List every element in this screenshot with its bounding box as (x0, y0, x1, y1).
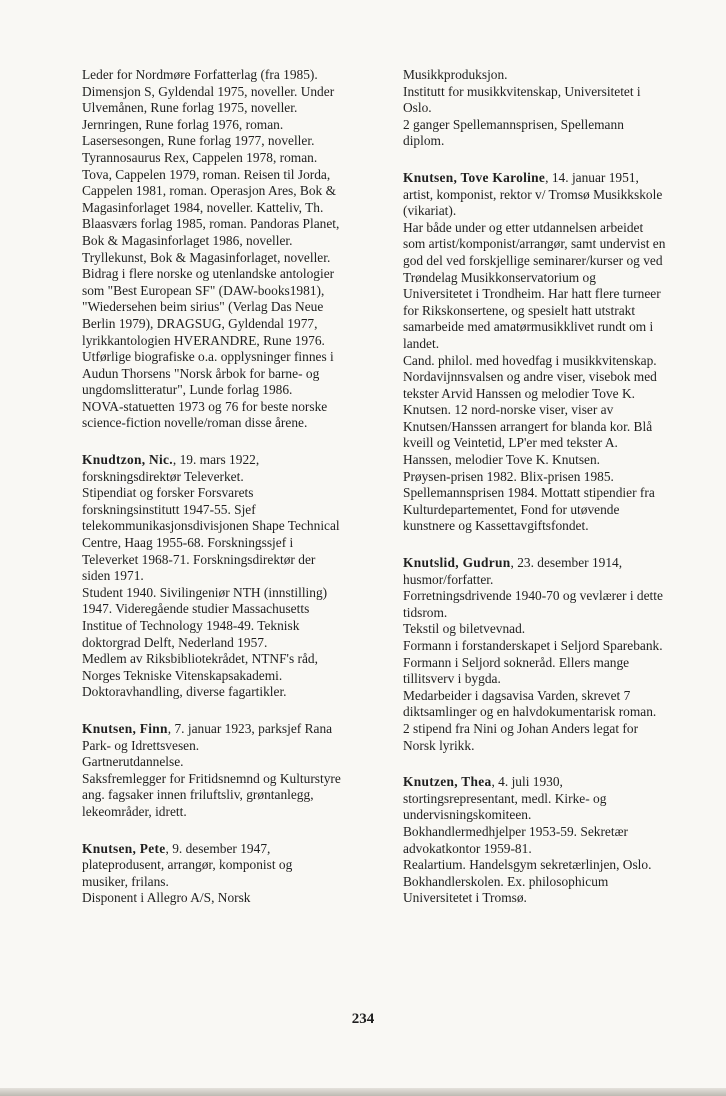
text-line: Leder for Nordmøre Forfatterlag (fra 1985). (82, 67, 318, 82)
text-line: Institutt for musikkvitenskap, Universitetet i (403, 83, 641, 99)
text-line: musiker, frilans. (82, 873, 169, 889)
text-line: Institue of Technology 1948-49. Teknisk (82, 618, 300, 633)
text-line: for Rikskonsertene, og spesielt hatt utstrakt (403, 302, 636, 318)
text-line: stortingsrepresentant, medl. Kirke- og (403, 790, 607, 806)
entry-heading-details: , 14. januar 1951, (545, 169, 639, 185)
person-name: Knutslid, Gudrun (403, 555, 511, 571)
text-line: artist, komponist, rektor v/ Tromsø Musikkskole (403, 186, 663, 202)
entry-heading (403, 555, 699, 572)
entry-heading (82, 721, 372, 738)
text-line: Tova, Cappelen 1979, roman. Reisen til Jorda, (82, 166, 331, 182)
text-line: Norges Tekniske Vitenskapsakademi. (82, 667, 283, 683)
text-line: Knutsen/Hanssen arrangert for blanda kor. Blå (403, 418, 653, 434)
text-line: Trøndelag Musikkonservatorium og (403, 269, 596, 285)
text-line: Audun Thorsens "Norsk årbok for barne- og (82, 365, 320, 381)
entry-heading (82, 841, 372, 858)
text-line: Dimensjon S, Gyldendal 1975, noveller. Under (82, 83, 335, 99)
text-line: "Wiedersehen beim sirius" (Verlag Das Neue (82, 299, 324, 315)
text-line: Doktoravhandling, diverse fagartikler. (82, 684, 287, 700)
text-line: Medarbeider i dagsavisa Varden, skrevet 7 (403, 687, 631, 703)
text-line: Realartium. Handelsgym sekretærlinjen, Oslo. (403, 857, 652, 873)
text-line: diplom. (403, 133, 445, 149)
entry-heading (403, 170, 699, 187)
text-line: Disponent i Allegro A/S, Norsk (82, 890, 251, 906)
left-column (82, 67, 372, 927)
person-name: Knutsen, Pete (82, 840, 166, 856)
entry-heading-details: , 9. desember 1947, (165, 840, 271, 856)
biography-entry (82, 721, 372, 821)
entry-heading (82, 452, 372, 469)
entry-heading-details: , 7. januar 1923, parksjef Rana (167, 720, 333, 736)
text-line: god del ved forskjellige seminarer/kurser og ved (403, 252, 663, 268)
text-line: forskningsdirektør Televerket. (82, 468, 244, 484)
text-line: Cappelen 1981, roman. Operasjon Ares, Bok & (82, 183, 337, 199)
text-line: Park- og Idrettsvesen. (82, 737, 200, 753)
text-line: Formann i forstanderskapet i Seljord Sparebank. (403, 638, 663, 653)
text-line: samarbeide med amatørmusikklivet rundt om i (403, 319, 654, 335)
biography-entry (82, 841, 372, 907)
text-line: plateprodusent, arrangør, komponist og (82, 857, 293, 873)
text-line: tekster Arvid Hanssen og melodier Tove K. (403, 385, 635, 401)
text-line: husmor/forfatter. (403, 571, 494, 587)
text-line: Magasinforlaget 1984, noveller. Katteliv, Th. (82, 199, 324, 215)
text-line: kunstnere og Kassettavgiftsfondet. (403, 518, 589, 534)
text-line: Forretningsdrivende 1940-70 og vevlærer i dette (403, 588, 663, 604)
text-line: 2 ganger Spellemannsprisen, Spellemann (403, 116, 624, 132)
page-number: 234 (351, 1011, 375, 1027)
person-name: Knutzen, Thea (403, 774, 492, 790)
text-line: Berlin 1979), DRAGSUG, Gyldendal 1977, (82, 315, 318, 331)
person-name: Knudtzon, Nic. (82, 452, 173, 468)
text-line: siden 1971. (82, 568, 144, 584)
text-line: ungdomslitteratur", Lunde forlag 1986. (82, 382, 293, 398)
text-line: kveill og Veintetid, LP'er med tekster A. (403, 435, 618, 451)
text-line: Student 1940. Sivilingeniør NTH (innstilling) (82, 584, 328, 600)
biography-entry (403, 774, 699, 907)
text-line: Cand. philol. med hovedfag i musikkvitenskap. (403, 352, 657, 368)
entry-heading-details: , 23. desember 1914, (510, 555, 623, 571)
text-line: Universitetet i Trondheim. Har hatt flere turneer (403, 286, 661, 302)
text-line: (vikariat). (403, 203, 457, 219)
text-line: Utførlige biografiske o.a. opplysninger finnes i (82, 349, 334, 365)
entry-heading-details: , 4. juli 1930, (491, 774, 563, 790)
text-line: Ulvemånen, Rune forlag 1975, noveller. (82, 100, 298, 116)
text-line: Stipendiat og forsker Forsvarets (82, 485, 254, 501)
text-line: Bok & Magasinforlaget 1986, noveller. (82, 232, 293, 248)
text-line: diktsamlinger og en halvdokumentarisk roman. (403, 704, 657, 720)
text-line: tillitsverv i bygda. (403, 671, 501, 687)
text-line: NOVA-statuetten 1973 og 76 for beste norske (82, 398, 328, 414)
right-column (403, 67, 699, 927)
text-line: Medlem av Riksbibliotekrådet, NTNF's råd, (82, 651, 318, 667)
text-line: undervisningskomiteen. (403, 807, 532, 823)
text-line: som "Best European SF" (DAW-books1981), (82, 282, 325, 298)
text-line: Nordavijnnsvalsen og andre viser, visebok med (403, 369, 657, 385)
text-line: Gartnerutdannelse. (82, 754, 184, 770)
text-line: Televerket 1968-71. Forskningsdirektør der (82, 551, 316, 567)
biography-entry (82, 67, 372, 432)
text-line: Kulturdepartementet, Fond for utøvende (403, 501, 620, 517)
text-line: Hanssen, melodier Tove K. Knutsen. (403, 452, 601, 468)
text-line: Jernringen, Rune forlag 1976, roman. (82, 116, 284, 132)
text-line: Spellemannsprisen 1984. Mottatt stipendier fra (403, 485, 655, 501)
person-name: Knutsen, Tove Karoline (403, 169, 546, 185)
text-line: Bidrag i flere norske og utenlandske antologier (82, 266, 335, 282)
text-line: Musikkproduksjon. (403, 67, 508, 82)
text-line: Prøysen-prisen 1982. Blix-prisen 1985. (403, 468, 614, 484)
biography-entry (82, 452, 372, 701)
text-line: Knutsen. 12 nord-norske viser, viser av (403, 402, 614, 418)
text-line: lyrikkantologien HVERANDRE, Rune 1976. (82, 332, 325, 348)
text-line: Har både under og etter utdannelsen arbeidet (403, 219, 644, 235)
text-line: Tekstil og biletvevnad. (403, 621, 526, 637)
page-bottom-edge (0, 1088, 726, 1096)
biography-entry (403, 555, 699, 754)
text-line: Oslo. (403, 100, 432, 116)
text-line: tidsrom. (403, 604, 448, 620)
text-line: Centre, Haag 1955-68. Forskningssjef i (82, 535, 294, 551)
text-line: Blaasværs forlag 1985, roman. Pandoras Planet, (82, 216, 340, 232)
text-line: ang. fagsaker innen friluftsliv, grøntanlegg, (82, 787, 314, 803)
text-line: doktorgrad Delft, Nederland 1957. (82, 634, 268, 650)
text-line: Bokhandlermedhjelper 1953-59. Sekretær (403, 823, 628, 839)
text-line: science-fiction novelle/roman disse årene. (82, 415, 308, 431)
text-line: Lasersesongen, Rune forlag 1977, noveller. (82, 133, 315, 149)
biography-entry (403, 170, 699, 535)
text-line: telekommunikasjonsdivisjonen Shape Technical (82, 518, 340, 534)
entry-heading-details: , 19. mars 1922, (172, 452, 260, 468)
text-line: 1947. Videregående studier Massachusetts (82, 601, 310, 617)
text-line: 2 stipend fra Nini og Johan Anders legat for (403, 720, 639, 736)
entry-heading (403, 774, 699, 791)
text-line: Universitetet i Tromsø. (403, 890, 527, 906)
biography-entry (403, 67, 699, 150)
text-line: landet. (403, 335, 440, 351)
person-name: Knutsen, Finn (82, 720, 168, 736)
text-line: lekeområder, idrett. (82, 803, 187, 819)
text-line: som artist/komponist/arrangør, samt undervist en (403, 236, 666, 252)
text-line: Tyrannosaurus Rex, Cappelen 1978, roman. (82, 149, 318, 165)
text-line: forskningsinstitutt 1947-55. Sjef (82, 501, 256, 517)
text-line: Saksfremlegger for Fritidsnemnd og Kulturstyre (82, 770, 341, 786)
text-line: advokatkontor 1959-81. (403, 840, 532, 856)
text-line: Bokhandlerskolen. Ex. philosophicum (403, 873, 609, 889)
text-line: Tryllekunst, Bok & Magasinforlaget, noveller. (82, 249, 331, 265)
text-line: Norsk lyrikk. (403, 737, 475, 753)
text-line: Formann i Seljord sokneråd. Ellers mange (403, 654, 630, 670)
